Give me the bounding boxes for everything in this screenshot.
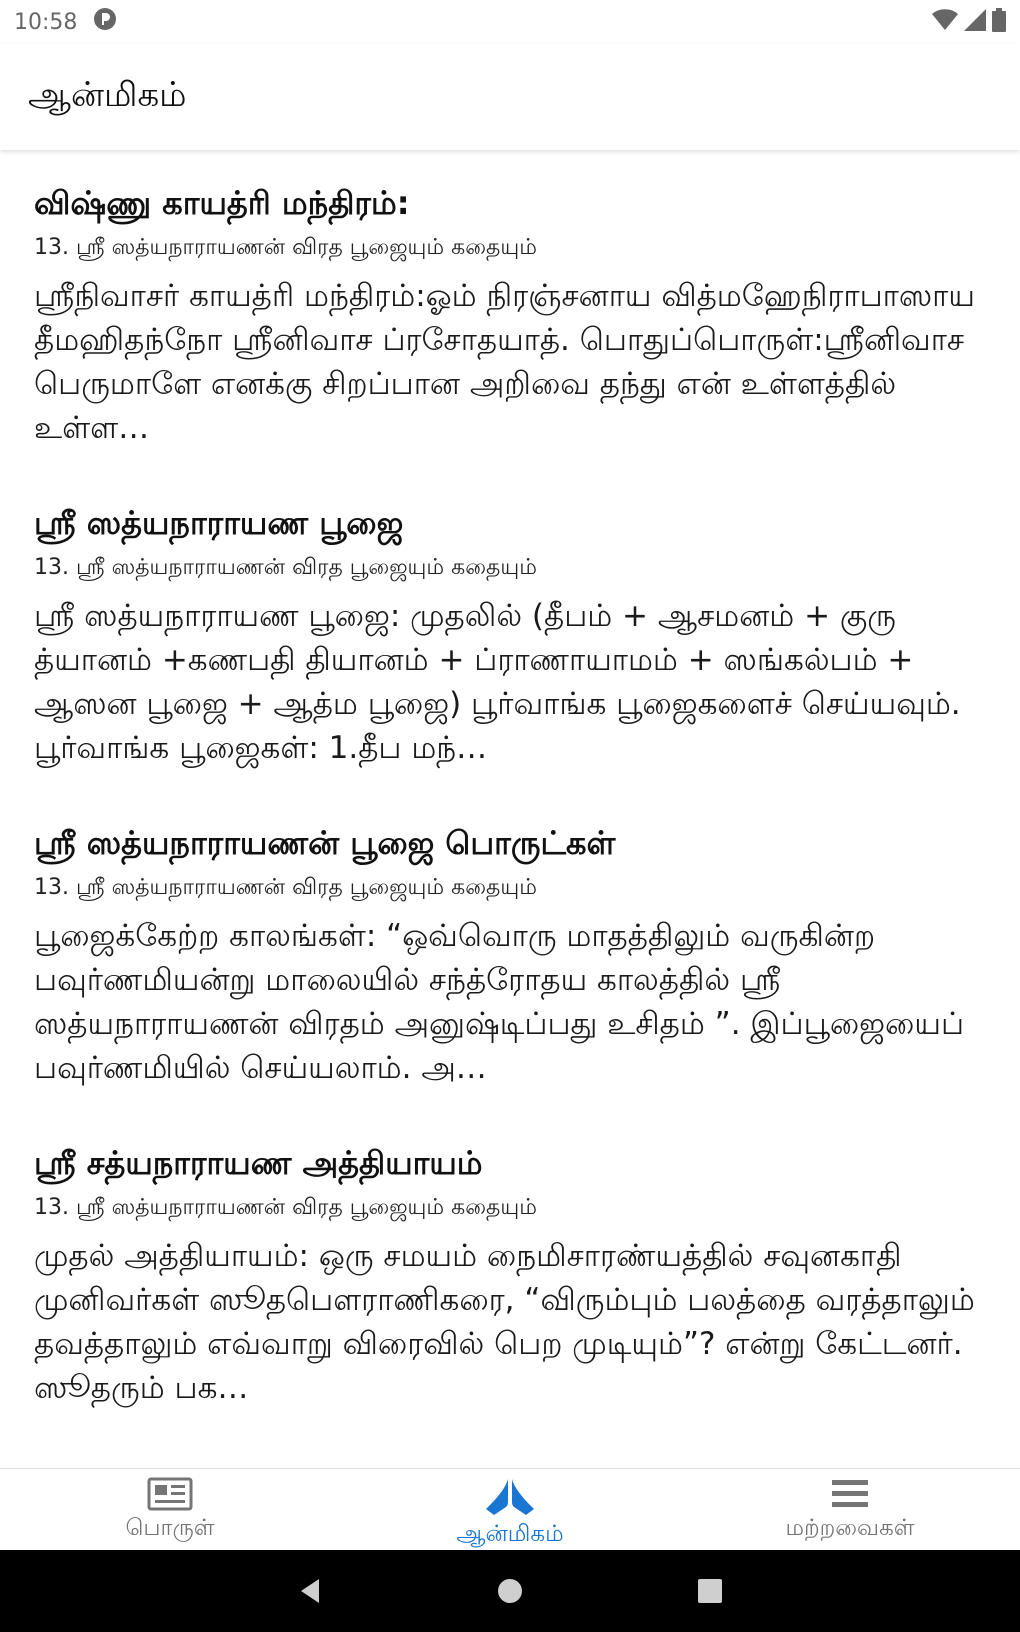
article-source: 13. ஸ்ரீ ஸத்யநாராயணன் விரத பூஜையும் கதையும் bbox=[34, 1195, 537, 1220]
back-icon[interactable] bbox=[295, 1576, 325, 1606]
praying-hands-icon bbox=[484, 1477, 536, 1517]
home-icon[interactable] bbox=[495, 1576, 525, 1606]
article-title: விஷ்ணு காயத்ரி மந்திரம்: bbox=[34, 184, 410, 222]
article-list[interactable] bbox=[0, 150, 1020, 1468]
article-title: ஸ்ரீ ஸத்யநாராயணன் பூஜை பொருட்கள் bbox=[34, 824, 616, 862]
article-snippet: முதல் அத்தியாயம்: ஒரு சமயம் நைமிசாரண்யத்தில் சவுனகாதி முனிவர்கள் ஸூதபௌராணிகரை, “விரும்பும் பலத்தை வரத்தாலும் தவத்தாலும் எவ்வாறு விரைவில் பெற முடியும்”? என்று கேட்டனர். ஸூதரும் பக… bbox=[34, 1238, 975, 1406]
nav-item-porul[interactable] bbox=[0, 1469, 340, 1551]
article-snippet: பூஜைக்கேற்ற காலங்கள்: “ஒவ்வொரு மாதத்திலும் வருகின்ற பவுர்ணமியன்று மாலையில் சந்த்ரோதய காலத்தில் ஸ்ரீ ஸத்யநாராயணன் விரதம் அனுஷ்டிப்பது உசிதம் ”. இப்பூஜையைப் பவுர்ணமியில் செய்யலாம். அ… bbox=[34, 918, 965, 1086]
article-snippet: ஸ்ரீநிவாசர் காயத்ரி மந்திரம்:ஓம் நிரஞ்சனாய வித்மஹேநிராபாஸாய தீமஹிதந்நோ ஸ்ரீனிவாச ப்ரசோதயாத். பொதுப்பொருள்:ஸ்ரீனிவாச பெருமாளே எனக்கு சிறப்பான அறிவை தந்து என் உள்ளத்தில் உள்ள… bbox=[34, 278, 975, 446]
article-card[interactable] bbox=[0, 1110, 1020, 1430]
article-card[interactable] bbox=[0, 790, 1020, 1110]
status-bar bbox=[0, 0, 1020, 44]
article-snippet: ஸ்ரீ ஸத்யநாராயண பூஜை: முதலில் (தீபம் + ஆசமனம் + குரு த்யானம் +கணபதி தியானம் + ப்ராணாயாமம் + ஸங்கல்பம் + ஆஸன பூஜை + ஆத்ம பூஜை) பூர்வாங்க பூஜைகளைச் செய்யவும். பூர்வாங்க பூஜைகள்: 1.தீப மந்… bbox=[34, 598, 961, 766]
newspaper-icon bbox=[147, 1477, 193, 1511]
system-navigation-bar bbox=[0, 1550, 1020, 1632]
app-bar bbox=[0, 44, 1020, 150]
signal-icon bbox=[964, 9, 986, 35]
article-title: ஸ்ரீ சத்யநாராயண அத்தியாயம் bbox=[34, 1144, 483, 1182]
nav-item-label: ஆன்மிகம் bbox=[456, 1521, 564, 1547]
notification-icon bbox=[93, 7, 117, 37]
page-title: ஆன்மிகம் bbox=[28, 75, 187, 115]
article-title: ஸ்ரீ ஸத்யநாராயண பூஜை bbox=[34, 504, 404, 542]
article-card[interactable] bbox=[0, 150, 1020, 470]
bottom-navigation bbox=[0, 1468, 1020, 1551]
menu-icon bbox=[830, 1477, 870, 1511]
nav-item-matravaigal[interactable] bbox=[680, 1469, 1020, 1551]
battery-icon bbox=[992, 8, 1006, 36]
status-time: 10:58 bbox=[14, 9, 78, 35]
article-source: 13. ஸ்ரீ ஸத்யநாராயணன் விரத பூஜையும் கதையும் bbox=[34, 875, 537, 900]
recents-icon[interactable] bbox=[695, 1576, 725, 1606]
article-source: 13. ஸ்ரீ ஸத்யநாராயணன் விரத பூஜையும் கதையும் bbox=[34, 235, 537, 260]
nav-item-aanmigam[interactable] bbox=[340, 1469, 680, 1551]
nav-item-label: மற்றவைகள் bbox=[785, 1515, 915, 1541]
wifi-icon bbox=[932, 9, 958, 35]
nav-item-label: பொருள் bbox=[125, 1515, 215, 1541]
article-source: 13. ஸ்ரீ ஸத்யநாராயணன் விரத பூஜையும் கதையும் bbox=[34, 555, 537, 580]
article-card[interactable] bbox=[0, 470, 1020, 790]
